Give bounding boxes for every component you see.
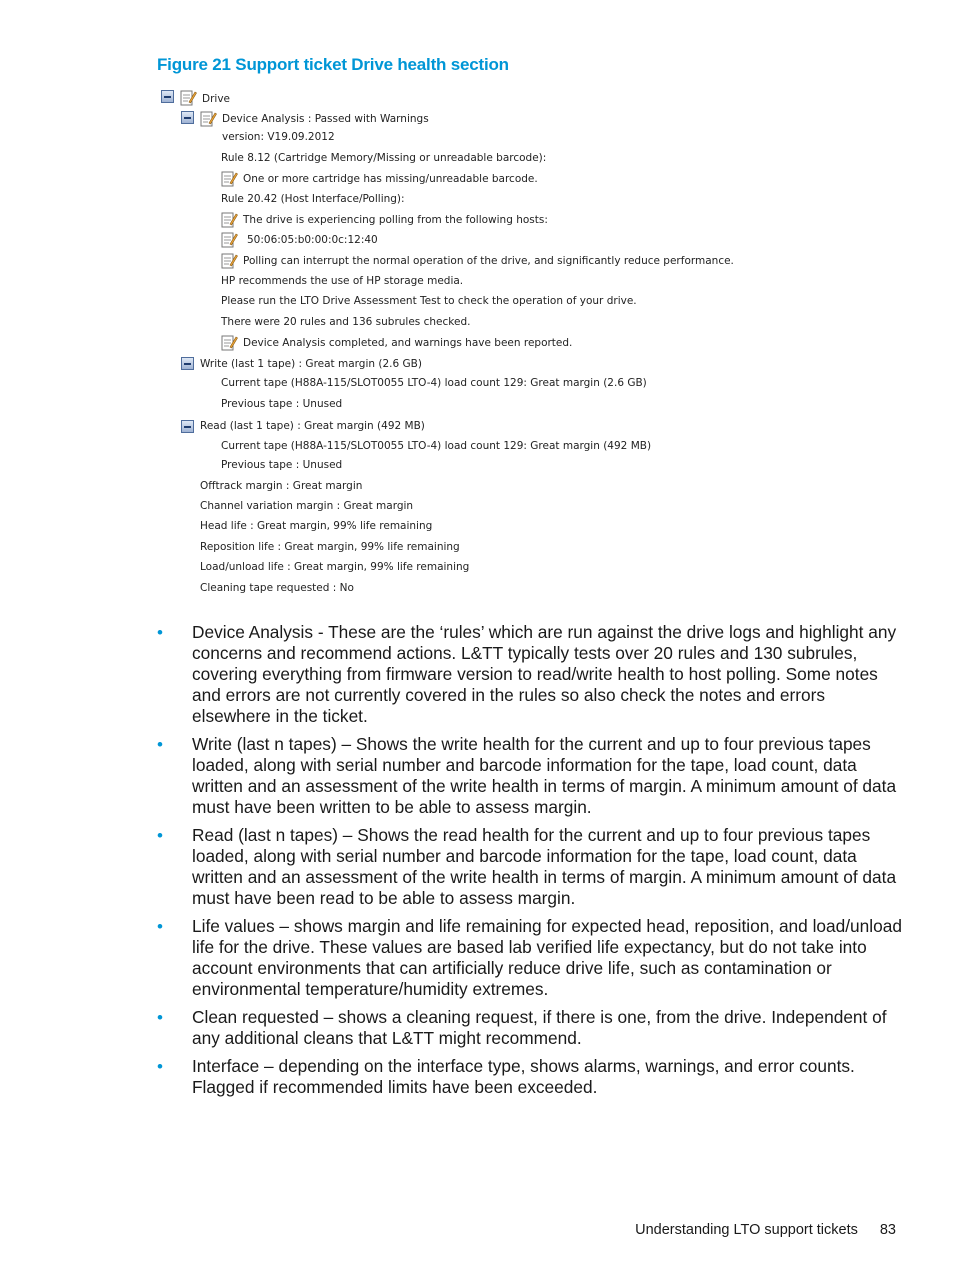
list-item: • Life values – shows margin and life remaining for expected head, reposition, and load/unload life for the drive. These values are based lab verified life expectancy, but do not take into account environments that can artificially reduce drive life, such as contamination or environmental temperature/humidity extremes. bbox=[157, 916, 902, 999]
note-icon bbox=[180, 89, 197, 106]
footer-section-title: Understanding LTO support tickets bbox=[635, 1222, 858, 1238]
bullet-icon: • bbox=[157, 917, 163, 936]
tree-item-cleaning: Cleaning tape requested : No bbox=[200, 582, 354, 594]
tree-item-hp-recommends: HP recommends the use of HP storage media. bbox=[221, 275, 464, 287]
tree-item-device-analysis: Device Analysis : Passed with Warnings bbox=[222, 113, 429, 125]
note-icon bbox=[200, 110, 217, 127]
note-icon bbox=[221, 252, 238, 269]
tree-item-rule-8-12: Rule 8.12 (Cartridge Memory/Missing or unreadable barcode): bbox=[221, 152, 547, 164]
bullet-icon: • bbox=[157, 1057, 163, 1076]
tree-item-run-test: Please run the LTO Drive Assessment Test to check the operation of your drive. bbox=[221, 295, 637, 307]
tree-item-rules-count: There were 20 rules and 136 subrules checked. bbox=[221, 316, 471, 328]
bullet-icon: • bbox=[157, 826, 163, 845]
tree-item-drive: Drive bbox=[202, 93, 230, 105]
collapse-drive-button[interactable] bbox=[161, 90, 174, 103]
page-footer bbox=[635, 1222, 896, 1238]
tree-item-write-current: Current tape (H88A-115/SLOT0055 LTO-4) load count 129: Great margin (2.6 GB) bbox=[221, 377, 647, 389]
tree-item-host-id: 50:06:05:b0:00:0c:12:40 bbox=[247, 234, 378, 246]
collapse-write-button[interactable] bbox=[181, 357, 194, 370]
tree-item-read-previous: Previous tape : Unused bbox=[221, 459, 343, 471]
drive-health-screenshot bbox=[158, 86, 734, 606]
tree-item-head-life: Head life : Great margin, 99% life remaining bbox=[200, 520, 433, 532]
list-item: • Clean requested – shows a cleaning request, if there is one, from the drive. Independent of any additional cleans that L&TT might recommend. bbox=[157, 1007, 887, 1048]
list-item: • Device Analysis - These are the ‘rules’ which are run against the drive logs and highlight any concerns and recommend actions. L&TT typically tests over 20 rules and 130 subrules, covering everything from firmware version to read/write health to host polling. Some notes and errors are not currently covered in the rules so also check the notes and errors elsewhere in the ticket. bbox=[157, 622, 897, 726]
tree-item-version: version: V19.09.2012 bbox=[222, 131, 335, 143]
collapse-device-analysis-button[interactable] bbox=[181, 111, 194, 124]
list-item: • Read (last n tapes) – Shows the read health for the current and up to four previous tapes loaded, along with serial number and barcode information for the tape, load count, data written and an assessment of the write health in terms of margin. A minimum amount of data must have been read to be able to assess margin. bbox=[157, 825, 897, 908]
tree-item-offtrack: Offtrack margin : Great margin bbox=[200, 480, 363, 492]
list-item: • Write (last n tapes) – Shows the write health for the current and up to four previous tapes loaded, along with serial number and barcode information for the tape, load count, data written and an assessment of the write health in terms of margin. A minimum amount of data must have been written to be able to assess margin. bbox=[157, 734, 897, 817]
list-item: • Interface – depending on the interface type, shows alarms, warnings, and error counts. Flagged if recommended limits have been exceeded. bbox=[157, 1056, 855, 1097]
tree-item-polling-hosts: The drive is experiencing polling from the following hosts: bbox=[243, 214, 548, 226]
tree-item-channel: Channel variation margin : Great margin bbox=[200, 500, 414, 512]
tree-item-rule-8-12-note: One or more cartridge has missing/unreadable barcode. bbox=[243, 173, 538, 185]
bullet-icon: • bbox=[157, 735, 163, 754]
tree-item-polling-note: Polling can interrupt the normal operation of the drive, and significantly reduce performance. bbox=[243, 255, 734, 267]
description-list bbox=[157, 622, 902, 1105]
tree-item-reposition-life: Reposition life : Great margin, 99% life remaining bbox=[200, 541, 460, 553]
tree-item-analysis-completed: Device Analysis completed, and warnings have been reported. bbox=[243, 337, 573, 349]
note-icon bbox=[221, 211, 238, 228]
tree-item-read: Read (last 1 tape) : Great margin (492 MB) bbox=[200, 420, 425, 432]
tree-item-write-previous: Previous tape : Unused bbox=[221, 398, 343, 410]
tree-item-rule-20-42: Rule 20.42 (Host Interface/Polling): bbox=[221, 193, 405, 205]
tree-item-write: Write (last 1 tape) : Great margin (2.6 GB) bbox=[200, 358, 422, 370]
bullet-icon: • bbox=[157, 1008, 163, 1027]
note-icon bbox=[221, 334, 238, 351]
note-icon bbox=[221, 170, 238, 187]
note-icon bbox=[221, 231, 238, 248]
figure-title: Figure 21 Support ticket Drive health section bbox=[157, 55, 509, 74]
tree-item-load-unload-life: Load/unload life : Great margin, 99% life remaining bbox=[200, 561, 470, 573]
page-number: 83 bbox=[879, 1222, 896, 1238]
collapse-read-button[interactable] bbox=[181, 420, 194, 433]
bullet-icon: • bbox=[157, 623, 163, 642]
tree-item-read-current: Current tape (H88A-115/SLOT0055 LTO-4) load count 129: Great margin (492 MB) bbox=[221, 440, 652, 452]
